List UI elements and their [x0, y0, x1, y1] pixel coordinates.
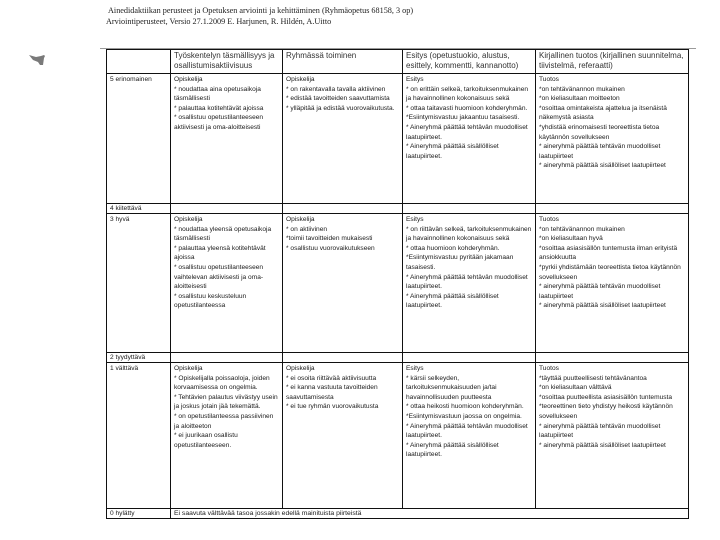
criteria-item: * Aineryhmä päättää sisällölliset laatupiirteet. — [406, 292, 499, 310]
criteria-cell-group-work — [283, 353, 403, 363]
document-header — [106, 6, 688, 27]
criteria-item: *osoittaa asiasisällön tuntemusta ilman erityistä ansiokkuutta — [539, 244, 678, 262]
criteria-item: * Aineryhmä päättää tehtävän muodolliset laatupiirteet. — [406, 422, 528, 440]
criteria-item: * ottaa heikosti huomioon kohderyhmän. — [406, 403, 524, 411]
criteria-item: *täyttää puutteellisesti tehtävänantoa — [539, 374, 647, 382]
criteria-item: * edistää tavoitteiden saavuttamista — [286, 95, 390, 103]
criteria-item: * osallistuu vuorovaikutukseen — [286, 244, 375, 252]
criteria-cell-diligence — [171, 74, 283, 204]
criteria-cell-group-work — [283, 74, 403, 204]
criteria-item: * ei kanna vastuuta tavoitteiden saavuttamisesta — [286, 384, 378, 401]
document-subtitle: Arviointiperusteet, Versio 27.1.2009 E. Harjunen, R. Hildén, A.Uitto — [106, 16, 332, 26]
table-row — [107, 214, 689, 353]
criteria-subject: Opiskelija — [174, 76, 203, 83]
grade-level-cell: 1 välttävä — [107, 363, 171, 509]
criteria-cell-group-work — [283, 204, 403, 214]
criteria-item: *yhdistää erinomaisesti teoreettista tietoa käytännön sovellukseen — [539, 123, 660, 141]
assessment-rubric-table — [106, 49, 689, 519]
criteria-subject: Tuotos — [539, 76, 559, 83]
criteria-cell-presentation — [403, 74, 536, 204]
criteria-item: *toimii tavoitteiden mukaisesti — [286, 235, 373, 243]
criteria-item: * noudattaa yleensä opetusaikoja täsmällisesti — [174, 225, 272, 243]
table-row — [107, 74, 689, 204]
criteria-subject: Tuotos — [539, 365, 559, 372]
criteria-item: * ei osoita riittävää aktiivisuutta — [286, 374, 377, 382]
criteria-cell-diligence — [171, 214, 283, 353]
criteria-item: * ei juurikaan osallistu opetustilanteeseen. — [174, 432, 238, 449]
criteria-subject: Opiskelija — [174, 365, 203, 372]
column-header-presentation: Esitys (opetustuokio, alustus, esittely, kommentti, kannanotto) — [403, 50, 536, 74]
criteria-item: * ei tue ryhmän vuorovaikutusta — [286, 403, 379, 411]
criteria-item: * Aineryhmä päättää sisällölliset laatupiirteet. — [406, 441, 499, 459]
criteria-item: *on tehtävänannon mukainen — [539, 225, 625, 233]
criteria-item: * kärsii selkeyden, tarkoituksenmukaisuuden ja/tai havainnollisuuden puutteesta — [406, 374, 497, 401]
grade-description-cell: Ei saavuta välttävää tasoa jossakin edellä mainituista piirteistä — [171, 509, 689, 519]
criteria-item: * osallistuu opetustilanteeseen vaihtelevan aktiivisesti ja oma-aloitteisesti — [174, 263, 264, 291]
criteria-cell-group-work — [283, 363, 403, 509]
criteria-item: * aineryhmä päättää sisällöliset laatupiirteet — [539, 441, 666, 449]
criteria-item: *Esiintymisvastuun jaossa on ongelmia. — [406, 412, 522, 420]
criteria-cell-written-output — [536, 74, 689, 204]
criteria-cell-written-output — [536, 353, 689, 363]
criteria-item: *osoittaa puutteellista asiasisällön tuntemusta — [539, 393, 673, 401]
table-row — [107, 204, 689, 214]
grade-level-cell: 3 hyvä — [107, 214, 171, 353]
criteria-item: * Aineryhmä päättää tehtävän muodolliset laatupiirteet. — [406, 123, 528, 141]
criteria-item: * Aineryhmä päättää tehtävän muodolliset laatupiirteet. — [406, 273, 528, 291]
grade-level-cell: 2 tyydyttävä — [107, 353, 171, 363]
criteria-subject: Esitys — [406, 216, 424, 223]
criteria-item: * ylläpitää ja edistää vuorovaikutusta. — [286, 104, 395, 112]
criteria-item: * on rakentavalla tavalla aktiivinen — [286, 85, 386, 93]
criteria-item: * osallistuu opetustilanteeseen aktiivisesti ja oma-aloitteisesti — [174, 114, 264, 131]
criteria-item: * aineryhmä päättää sisällöliset laatupiirteet — [539, 302, 666, 310]
criteria-cell-diligence — [171, 353, 283, 363]
criteria-item: *pyrkii yhdistämään teoreettista tietoa käytännön sovellukseen — [539, 263, 681, 281]
criteria-cell-diligence — [171, 363, 283, 509]
grade-level-cell: 4 kiitettävä — [107, 204, 171, 214]
column-header-diligence: Työskentelyn täsmällisyys ja osallistumisaktiivisuus — [171, 50, 283, 74]
criteria-item: *Esiintymisvastuu jakaantuu tasaisesti. — [406, 114, 520, 122]
criteria-cell-written-output — [536, 214, 689, 353]
criteria-subject: Opiskelija — [286, 76, 315, 83]
criteria-item: * palauttaa yleensä kotitehtävät ajoissa — [174, 244, 266, 262]
criteria-cell-presentation — [403, 204, 536, 214]
criteria-item: *teoreettinen tieto yhdistyy heikosti käytännön sovellukseen — [539, 403, 673, 420]
criteria-subject: Esitys — [406, 76, 424, 83]
criteria-item: * on aktiivinen — [286, 225, 328, 233]
criteria-item: * on erittäin selkeä, tarkoituksenmukainen ja havainnollinen kokonaisuus sekä — [406, 85, 529, 103]
criteria-subject: Opiskelija — [174, 216, 203, 223]
criteria-cell-presentation — [403, 363, 536, 509]
criteria-item: * osallistuu keskusteluun opetustilanteessa — [174, 292, 247, 310]
criteria-cell-written-output — [536, 204, 689, 214]
criteria-cell-presentation — [403, 214, 536, 353]
criteria-item: *on kieliasultaan moitteeton — [539, 95, 620, 103]
criteria-item: * ottaa huomioon kohderyhmän. — [406, 244, 500, 252]
criteria-item: * on opetustilanteessa passiivinen ja aloitteeton — [174, 412, 274, 430]
criteria-item: * Aineryhmä päättää sisällölliset laatupiirteet. — [406, 143, 499, 160]
criteria-item: * aineryhmä päättää tehtävän muodolliset laatupiirteet — [539, 283, 661, 300]
criteria-cell-diligence — [171, 204, 283, 214]
pointing-hand-icon — [28, 53, 48, 67]
criteria-subject: Opiskelija — [286, 216, 315, 223]
criteria-item: * on riittävän selkeä, tarkoituksenmukainen ja havainnollinen kokonaisuus sekä — [406, 225, 532, 243]
table-row — [107, 353, 689, 363]
criteria-item: * Opiskelijalla poissaoloja, joiden korvaamisessa on ongelmia. — [174, 374, 270, 392]
criteria-item: * palauttaa kotitehtävät ajoissa — [174, 104, 264, 112]
criteria-item: * aineryhmä päättää tehtävän muodolliset laatupiirteet — [539, 143, 661, 160]
criteria-subject: Tuotos — [539, 216, 559, 223]
criteria-subject: Esitys — [406, 365, 424, 372]
criteria-item: * Tehtävien palautus viivästyy usein ja joskus jotain jää tekemättä. — [174, 393, 278, 411]
criteria-cell-written-output — [536, 363, 689, 509]
criteria-item: * ottaa taitavasti huomioon kohderyhmän. — [406, 104, 528, 112]
table-header-row — [107, 50, 689, 74]
criteria-item: *on kieliasultaan välttävä — [539, 384, 612, 392]
document-title: Ainedidaktiikan perusteet ja Opetuksen arviointi ja kehittäminen (Ryhmäopetus 68158, 3 op) — [108, 6, 414, 15]
criteria-item: * aineryhmä päättää tehtävän muodolliset laatupiirteet — [539, 422, 661, 440]
grade-level-cell: 0 hylätty — [107, 509, 171, 519]
criteria-item: *osoittaa omintakeista ajattelua ja itsenäistä näkemystä asiasta — [539, 104, 667, 122]
criteria-item: *on tehtävänannon mukainen — [539, 85, 625, 93]
criteria-item: * noudattaa aina opetusaikoja täsmällisesti — [174, 85, 261, 103]
criteria-cell-group-work — [283, 214, 403, 353]
column-header-level — [107, 50, 171, 74]
column-header-group-work: Ryhmässä toiminen — [283, 50, 403, 74]
criteria-cell-presentation — [403, 353, 536, 363]
criteria-item: *on kieliasultaan hyvä — [539, 235, 603, 243]
table-row — [107, 363, 689, 509]
grade-level-cell: 5 erinomainen — [107, 74, 171, 204]
criteria-item: *Esiintymisvastuu pyritään jakamaan tasaisesti. — [406, 254, 514, 271]
table-row — [107, 509, 689, 519]
criteria-item: * aineryhmä päättää sisällöliset laatupiirteet — [539, 162, 666, 170]
criteria-subject: Opiskelija — [286, 365, 315, 372]
column-header-written-output: Kirjallinen tuotos (kirjallinen suunnitelma, tiivistelmä, referaatti) — [536, 50, 689, 74]
